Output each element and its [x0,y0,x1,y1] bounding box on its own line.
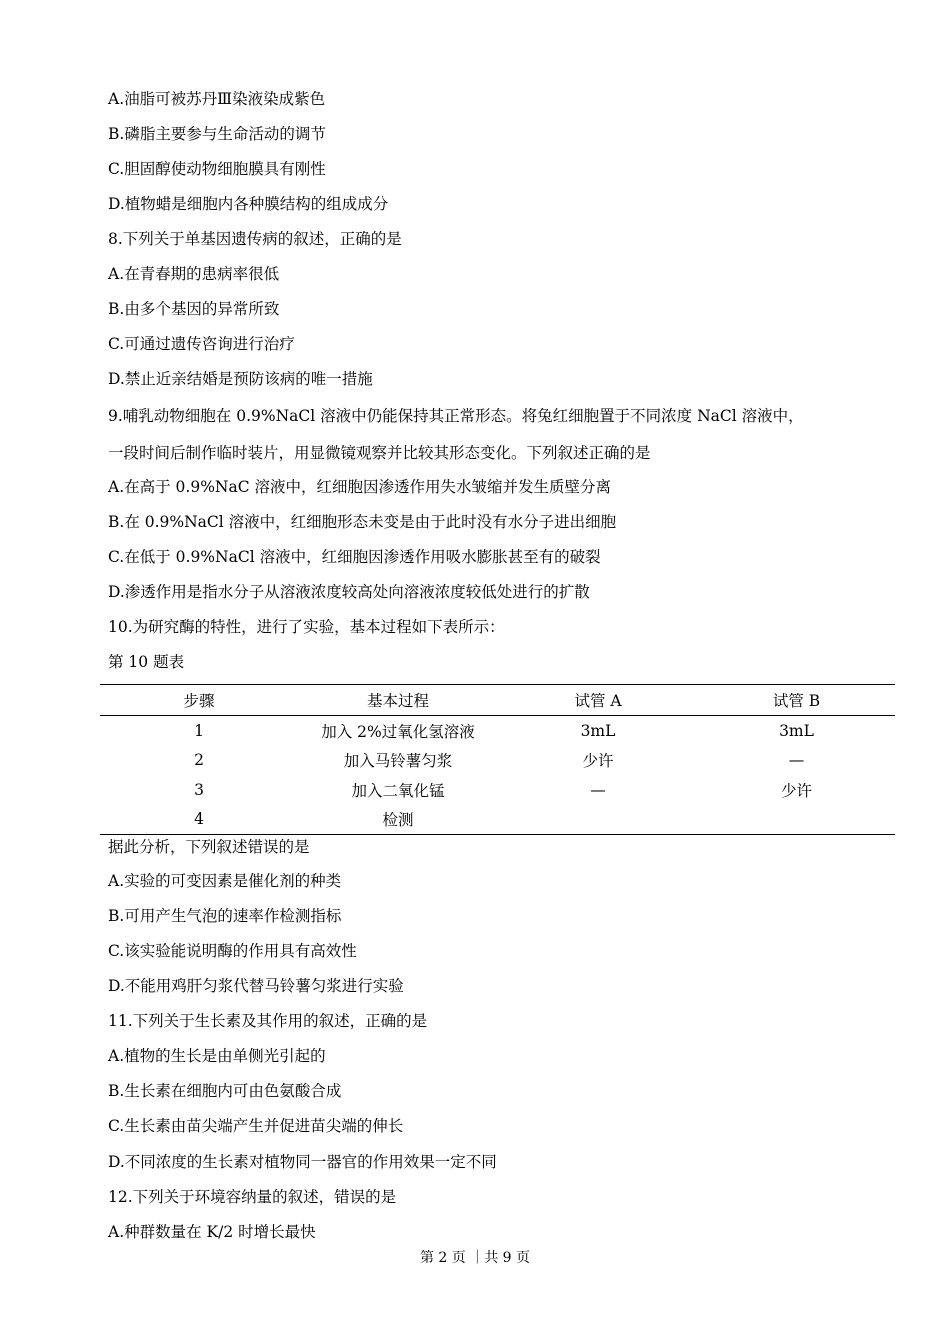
table-cell: 加入马铃薯匀浆 [343,752,453,771]
table-cell: 3mL [580,721,616,740]
page-footer: 第 2 页 ｜共 9 页 [419,1250,531,1266]
table-cell: 3mL [779,721,814,740]
option-line: A.在青春期的患病率很低 [108,265,280,283]
option-line: A.油脂可被苏丹Ⅲ染液染成紫色 [108,90,326,108]
option-line: A.在高于 0.9%NaC 溶液中，红细胞因渗透作用失水皱缩并发生质壁分离 [108,478,612,496]
option-line: C.可通过遗传咨询进行治疗 [108,335,295,353]
header-tube-a: 试管 A [574,692,622,710]
table-row [100,716,895,746]
table-cell: 4 [194,810,204,829]
header-process: 基本过程 [366,692,429,710]
question-8: 8.下列关于单基因遗传病的叙述，正确的是 [108,230,402,248]
table-header-row [100,685,895,716]
table-cell: 加入 2%过氧化氢溶液 [321,722,475,741]
option-line: D.植物蜡是细胞内各种膜结构的组成成分 [108,195,389,213]
question-9: 9.哺乳动物细胞在 0.9%NaCl 溶液中仍能保持其正常形态。将兔红细胞置于不同浓度 NaCl 溶液中， [108,407,804,425]
table-cell: 少许 [582,752,614,771]
option-line: B.在 0.9%NaCl 溶液中，红细胞形态未变是由于此时没有水分子进出细胞 [108,513,617,531]
option-line: A.植物的生长是由单侧光引起的 [108,1047,326,1065]
experiment-table [100,684,895,835]
option-line: C.在低于 0.9%NaCl 溶液中，红细胞因渗透作用吸水膨胀甚至有的破裂 [108,548,601,566]
option-line: B.生长素在细胞内可由色氨酸合成 [108,1082,342,1100]
table-cell: 3 [194,780,204,799]
question-11: 11.下列关于生长素及其作用的叙述，正确的是 [108,1012,428,1030]
table-row [100,746,895,776]
table-cell: 2 [194,751,204,770]
option-line: D.不同浓度的生长素对植物同一器官的作用效果一定不同 [108,1153,497,1171]
table-row [100,805,895,835]
option-line: D.禁止近亲结婚是预防该病的唯一措施 [108,370,373,388]
option-line: D.渗透作用是指水分子从溶液浓度较高处向溶液浓度较低处进行的扩散 [108,583,590,601]
option-line: A.种群数量在 K/2 时增长最快 [108,1223,316,1241]
analysis-prompt: 据此分析，下列叙述错误的是 [108,838,310,856]
option-line: C.该实验能说明酶的作用具有高效性 [108,942,357,960]
question-12: 12.下列关于环境容纳量的叙述，错误的是 [108,1188,397,1206]
table-cell: 加入二氧化锰 [351,781,445,800]
option-line: B.可用产生气泡的速率作检测指标 [108,907,342,925]
table-caption: 第 10 题表 [108,653,185,671]
table-cell [698,805,895,835]
option-line: B.由多个基因的异常所致 [108,300,280,318]
header-step: 步骤 [183,692,215,710]
table-cell: — [590,780,606,799]
table-cell: 1 [194,721,204,740]
option-line: C.胆固醇使动物细胞膜具有刚性 [108,160,326,178]
table-cell [498,805,698,835]
option-line: C.生长素由苗尖端产生并促进苗尖端的伸长 [108,1117,404,1135]
table-cell: 少许 [780,781,812,800]
table-row [100,775,895,805]
option-line: B.磷脂主要参与生命活动的调节 [108,125,326,143]
table-cell: 检测 [382,811,414,830]
header-tube-b: 试管 B [772,692,821,710]
option-line: A.实验的可变因素是催化剂的种类 [108,872,342,890]
table-cell: — [788,751,805,770]
question-10: 10.为研究酶的特性，进行了实验，基本过程如下表所示： [108,618,505,636]
question-9-cont: 一段时间后制作临时装片，用显微镜观察并比较其形态变化。下列叙述正确的是 [108,444,651,462]
option-line: D.不能用鸡肝匀浆代替马铃薯匀浆进行实验 [108,977,404,995]
